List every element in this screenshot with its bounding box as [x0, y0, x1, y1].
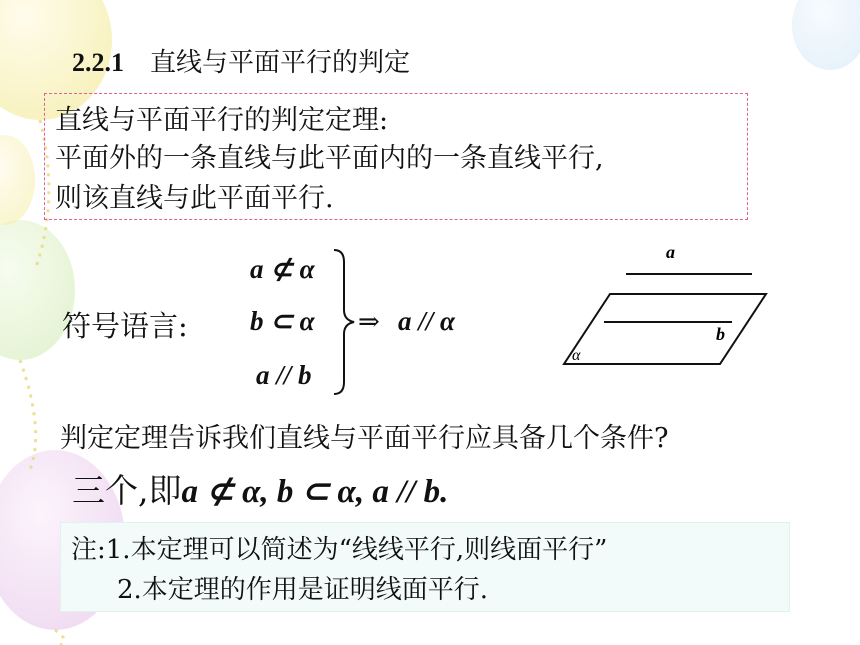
question-text: 判定定理告诉我们直线与平面平行应具备几个条件? — [60, 423, 669, 454]
plane-line-figure — [560, 236, 780, 376]
balloon-shape — [0, 135, 35, 225]
answer-line — [72, 465, 448, 512]
notes-box — [60, 522, 790, 612]
symbolic-language-label: 符号语言: — [62, 309, 188, 343]
condition-b-in-plane: b ⊂ α — [250, 306, 315, 336]
theorem-line-2: 则该直线与此平面平行. — [55, 183, 334, 214]
label-a: a — [666, 242, 675, 262]
balloon-shape — [792, 0, 860, 70]
label-b: b — [716, 324, 725, 344]
section-number: 2.2.1 — [72, 48, 124, 77]
answer-prefix: 三个,即 — [72, 471, 182, 510]
answer-formula: a ⊄ α, b ⊂ α, a // b. — [181, 474, 449, 510]
note-2: 2.本定理的作用是证明线面平行. — [117, 575, 489, 605]
note-1: 注:1.本定理可以简述为“线线平行,则线面平行” — [71, 535, 608, 565]
balloon-string — [55, 630, 64, 645]
page-title — [72, 42, 410, 79]
condition-a-parallel-b: a // b — [256, 360, 312, 390]
theorem-line-1: 平面外的一条直线与此平面内的一条直线平行, — [55, 143, 604, 174]
condition-a-not-in-plane: a ⊄ α — [250, 254, 315, 284]
plane-alpha — [564, 294, 766, 364]
theorem-heading: 直线与平面平行的判定定理: — [55, 105, 389, 136]
theorem-box — [44, 93, 748, 220]
implies-arrow: ⇒ — [358, 307, 380, 337]
balloon-string — [20, 360, 36, 470]
label-alpha: α — [572, 347, 581, 364]
right-brace — [330, 248, 360, 396]
section-title: 直线与平面平行的判定 — [150, 48, 411, 78]
conclusion-a-parallel-plane: a // α — [398, 306, 455, 336]
